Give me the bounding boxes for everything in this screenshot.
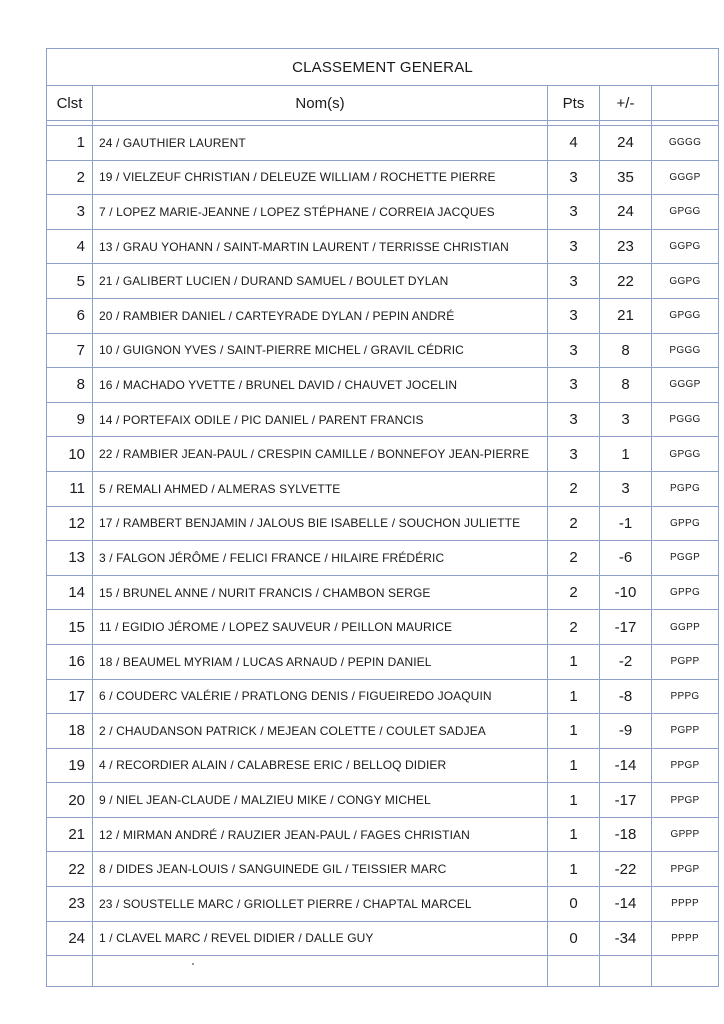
table-row — [47, 506, 719, 541]
cell-sequence: GPGG — [652, 437, 719, 472]
cell-names: 24 / GAUTHIER LAURENT — [93, 126, 548, 161]
cell-rank: 23 — [47, 887, 93, 922]
cell-sequence: PGPP — [652, 714, 719, 749]
column-header-names: Nom(s) — [93, 86, 548, 121]
cell-diff: -1 — [600, 506, 652, 541]
cell-rank: 9 — [47, 402, 93, 437]
column-header-sequence — [652, 86, 719, 121]
cell-rank: 7 — [47, 333, 93, 368]
cell-points: 1 — [548, 852, 600, 887]
table-row — [47, 610, 719, 645]
cell-names: 2 / CHAUDANSON PATRICK / MEJEAN COLETTE / COULET SADJEA — [93, 714, 548, 749]
cell-rank: 8 — [47, 368, 93, 403]
cell-rank: 14 — [47, 575, 93, 610]
cell-sequence: GPGG — [652, 195, 719, 230]
table-row — [47, 333, 719, 368]
cell-points: 3 — [548, 298, 600, 333]
cell-sequence: PPGP — [652, 783, 719, 818]
cell-names: 6 / COUDERC VALÉRIE / PRATLONG DENIS / FIGUEIREDO JOAQUIN — [93, 679, 548, 714]
cell-diff: -9 — [600, 714, 652, 749]
cell-points: 1 — [548, 679, 600, 714]
table-row — [47, 437, 719, 472]
cell-points: 3 — [548, 264, 600, 299]
cell-points: 2 — [548, 471, 600, 506]
cell-rank: 12 — [47, 506, 93, 541]
cell-sequence: GGGP — [652, 368, 719, 403]
table-title: CLASSEMENT GENERAL — [47, 49, 719, 86]
cell-points: 3 — [548, 437, 600, 472]
cell-points: 0 — [548, 887, 600, 922]
cell-sequence: PGGP — [652, 541, 719, 576]
cell-points: 2 — [548, 506, 600, 541]
cell-names: 13 / GRAU YOHANN / SAINT-MARTIN LAURENT / TERRISSE CHRISTIAN — [93, 229, 548, 264]
table-row — [47, 126, 719, 161]
column-header-diff: +/- — [600, 86, 652, 121]
cell-diff: -10 — [600, 575, 652, 610]
cell-diff: 22 — [600, 264, 652, 299]
cell-sequence: GGPG — [652, 229, 719, 264]
cell-sequence: PPGP — [652, 748, 719, 783]
cell-sequence: PGGG — [652, 402, 719, 437]
table-row — [47, 679, 719, 714]
cell-names: 9 / NIEL JEAN-CLAUDE / MALZIEU MIKE / CONGY MICHEL — [93, 783, 548, 818]
cell-names: 1 / CLAVEL MARC / REVEL DIDIER / DALLE GUY — [93, 921, 548, 956]
cell-rank: 18 — [47, 714, 93, 749]
table-row — [47, 229, 719, 264]
cell-sequence: GPGG — [652, 298, 719, 333]
cell-names: 4 / RECORDIER ALAIN / CALABRESE ERIC / BELLOQ DIDIER — [93, 748, 548, 783]
cell-names: 14 / PORTEFAIX ODILE / PIC DANIEL / PARENT FRANCIS — [93, 402, 548, 437]
cell-points: 1 — [548, 714, 600, 749]
cell-names: 18 / BEAUMEL MYRIAM / LUCAS ARNAUD / PEPIN DANIEL — [93, 644, 548, 679]
cell-points: 2 — [548, 541, 600, 576]
cell-names: 8 / DIDES JEAN-LOUIS / SANGUINEDE GIL / TEISSIER MARC — [93, 852, 548, 887]
cell-rank: 19 — [47, 748, 93, 783]
cell-points: 3 — [548, 195, 600, 230]
cell-diff: -2 — [600, 644, 652, 679]
cell-points: 1 — [548, 817, 600, 852]
cell-names: 11 / EGIDIO JÉROME / LOPEZ SAUVEUR / PEILLON MAURICE — [93, 610, 548, 645]
cell-sequence: GPPP — [652, 817, 719, 852]
table-row — [47, 298, 719, 333]
cell-rank: 20 — [47, 783, 93, 818]
cell-diff: -18 — [600, 817, 652, 852]
cell-names: 21 / GALIBERT LUCIEN / DURAND SAMUEL / BOULET DYLAN — [93, 264, 548, 299]
cell-sequence: PGPG — [652, 471, 719, 506]
standings-table — [46, 48, 719, 987]
cell-sequence: GGPG — [652, 264, 719, 299]
cell-diff: 1 — [600, 437, 652, 472]
title-row — [47, 49, 719, 86]
cell-names: 10 / GUIGNON YVES / SAINT-PIERRE MICHEL / GRAVIL CÉDRIC — [93, 333, 548, 368]
cell-points: 1 — [548, 644, 600, 679]
cell-points: 1 — [548, 748, 600, 783]
cell-names: 20 / RAMBIER DANIEL / CARTEYRADE DYLAN / PEPIN ANDRÉ — [93, 298, 548, 333]
cell-rank: 2 — [47, 160, 93, 195]
cell-names: 5 / REMALI AHMED / ALMERAS SYLVETTE — [93, 471, 548, 506]
cell-rank: 4 — [47, 229, 93, 264]
cell-points: 1 — [548, 783, 600, 818]
cell-points: 3 — [548, 333, 600, 368]
cell-rank: 6 — [47, 298, 93, 333]
table-row — [47, 783, 719, 818]
column-header-rank: Clst — [47, 86, 93, 121]
table-row — [47, 921, 719, 956]
cell-names: 19 / VIELZEUF CHRISTIAN / DELEUZE WILLIAM / ROCHETTE PIERRE — [93, 160, 548, 195]
cell-diff: 8 — [600, 333, 652, 368]
table-row — [47, 575, 719, 610]
cell-points: 3 — [548, 229, 600, 264]
cell-points: 2 — [548, 575, 600, 610]
cell-rank: 11 — [47, 471, 93, 506]
cell-names: 15 / BRUNEL ANNE / NURIT FRANCIS / CHAMBON SERGE — [93, 575, 548, 610]
table-body — [47, 126, 719, 956]
cell-names: 17 / RAMBERT BENJAMIN / JALOUS BIE ISABELLE / SOUCHON JULIETTE — [93, 506, 548, 541]
cell-diff: -34 — [600, 921, 652, 956]
cell-diff: -22 — [600, 852, 652, 887]
cell-rank: 24 — [47, 921, 93, 956]
cell-points: 3 — [548, 402, 600, 437]
cell-rank: 15 — [47, 610, 93, 645]
cell-diff: -17 — [600, 783, 652, 818]
cell-sequence: GPPG — [652, 575, 719, 610]
table-row — [47, 402, 719, 437]
cell-sequence: PGGG — [652, 333, 719, 368]
cell-rank: 10 — [47, 437, 93, 472]
table-row — [47, 817, 719, 852]
stray-mark — [192, 963, 194, 965]
cell-sequence: GGGG — [652, 126, 719, 161]
cell-diff: 24 — [600, 195, 652, 230]
cell-points: 4 — [548, 126, 600, 161]
table-row — [47, 471, 719, 506]
table-row — [47, 264, 719, 299]
cell-rank: 5 — [47, 264, 93, 299]
cell-diff: -14 — [600, 887, 652, 922]
cell-diff: 35 — [600, 160, 652, 195]
cell-rank: 1 — [47, 126, 93, 161]
cell-diff: -8 — [600, 679, 652, 714]
cell-diff: 21 — [600, 298, 652, 333]
cell-diff: 8 — [600, 368, 652, 403]
cell-diff: 24 — [600, 126, 652, 161]
cell-points: 3 — [548, 160, 600, 195]
cell-names: 16 / MACHADO YVETTE / BRUNEL DAVID / CHAUVET JOCELIN — [93, 368, 548, 403]
cell-diff: -17 — [600, 610, 652, 645]
cell-diff: -14 — [600, 748, 652, 783]
cell-rank: 16 — [47, 644, 93, 679]
cell-rank: 17 — [47, 679, 93, 714]
cell-names: 7 / LOPEZ MARIE-JEANNE / LOPEZ STÉPHANE / CORREIA JACQUES — [93, 195, 548, 230]
cell-names: 3 / FALGON JÉRÔME / FELICI FRANCE / HILAIRE FRÉDÉRIC — [93, 541, 548, 576]
cell-rank: 21 — [47, 817, 93, 852]
table-row — [47, 852, 719, 887]
cell-diff: 3 — [600, 402, 652, 437]
empty-row — [47, 956, 719, 987]
cell-points: 2 — [548, 610, 600, 645]
cell-diff: 3 — [600, 471, 652, 506]
cell-sequence: PGPP — [652, 644, 719, 679]
table-row — [47, 644, 719, 679]
column-header-points: Pts — [548, 86, 600, 121]
table-row — [47, 541, 719, 576]
table-row — [47, 195, 719, 230]
cell-sequence: PPGP — [652, 852, 719, 887]
cell-names: 12 / MIRMAN ANDRÉ / RAUZIER JEAN-PAUL / FAGES CHRISTIAN — [93, 817, 548, 852]
cell-diff: -6 — [600, 541, 652, 576]
cell-rank: 22 — [47, 852, 93, 887]
cell-points: 3 — [548, 368, 600, 403]
cell-sequence: GGPP — [652, 610, 719, 645]
table-row — [47, 748, 719, 783]
header-row — [47, 86, 719, 121]
table-row — [47, 368, 719, 403]
cell-sequence: PPPP — [652, 921, 719, 956]
cell-diff: 23 — [600, 229, 652, 264]
cell-sequence: GPPG — [652, 506, 719, 541]
cell-rank: 13 — [47, 541, 93, 576]
table-row — [47, 160, 719, 195]
cell-sequence: GGGP — [652, 160, 719, 195]
table-row — [47, 714, 719, 749]
table-row — [47, 887, 719, 922]
cell-sequence: PPPP — [652, 887, 719, 922]
cell-points: 0 — [548, 921, 600, 956]
cell-names: 22 / RAMBIER JEAN-PAUL / CRESPIN CAMILLE / BONNEFOY JEAN-PIERRE — [93, 437, 548, 472]
cell-names: 23 / SOUSTELLE MARC / GRIOLLET PIERRE / CHAPTAL MARCEL — [93, 887, 548, 922]
cell-rank: 3 — [47, 195, 93, 230]
cell-sequence: PPPG — [652, 679, 719, 714]
